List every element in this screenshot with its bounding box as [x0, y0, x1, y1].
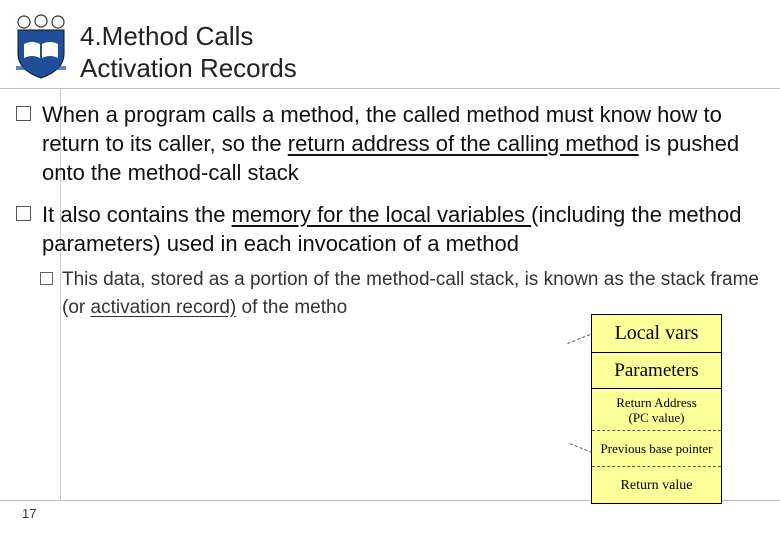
university-crest-icon: [10, 14, 72, 80]
slide-title: [80, 20, 297, 84]
bullet-local-variables: It also contains the memory for the local variables (including the method parameters) used in each invocation of a method: [16, 200, 756, 258]
header-divider: [0, 88, 780, 89]
leader-line-top: [567, 334, 590, 345]
stack-cell-previous-base-pointer: Previous base pointer: [592, 430, 721, 467]
bullet-return-address: When a program calls a method, the called method must know how to return to its caller, so the return address of the calling method is pushed onto the method-call stack: [16, 100, 756, 187]
stack-cell-return-address: Return Address (PC value): [592, 388, 721, 431]
bullet-square-icon: [40, 272, 53, 285]
title-line-1: 4.Method Calls: [80, 21, 254, 51]
bullet-square-icon: [16, 106, 31, 121]
stack-cell-local-vars: Local vars: [614, 322, 699, 344]
leader-line-bottom: [569, 443, 592, 454]
sub-bullet-stack-frame: This data, stored as a portion of the method-call stack, is known as the stack frame (or activation record) of the metho: [40, 266, 770, 322]
page-number: 17: [22, 506, 37, 521]
stack-cell-return-value: Return value: [592, 466, 721, 504]
stack-cell-parameters: Parameters: [592, 352, 721, 389]
bullet-square-icon: [16, 206, 31, 221]
stack-frame-diagram: [591, 314, 722, 504]
title-line-2: Activation Records: [80, 53, 297, 83]
